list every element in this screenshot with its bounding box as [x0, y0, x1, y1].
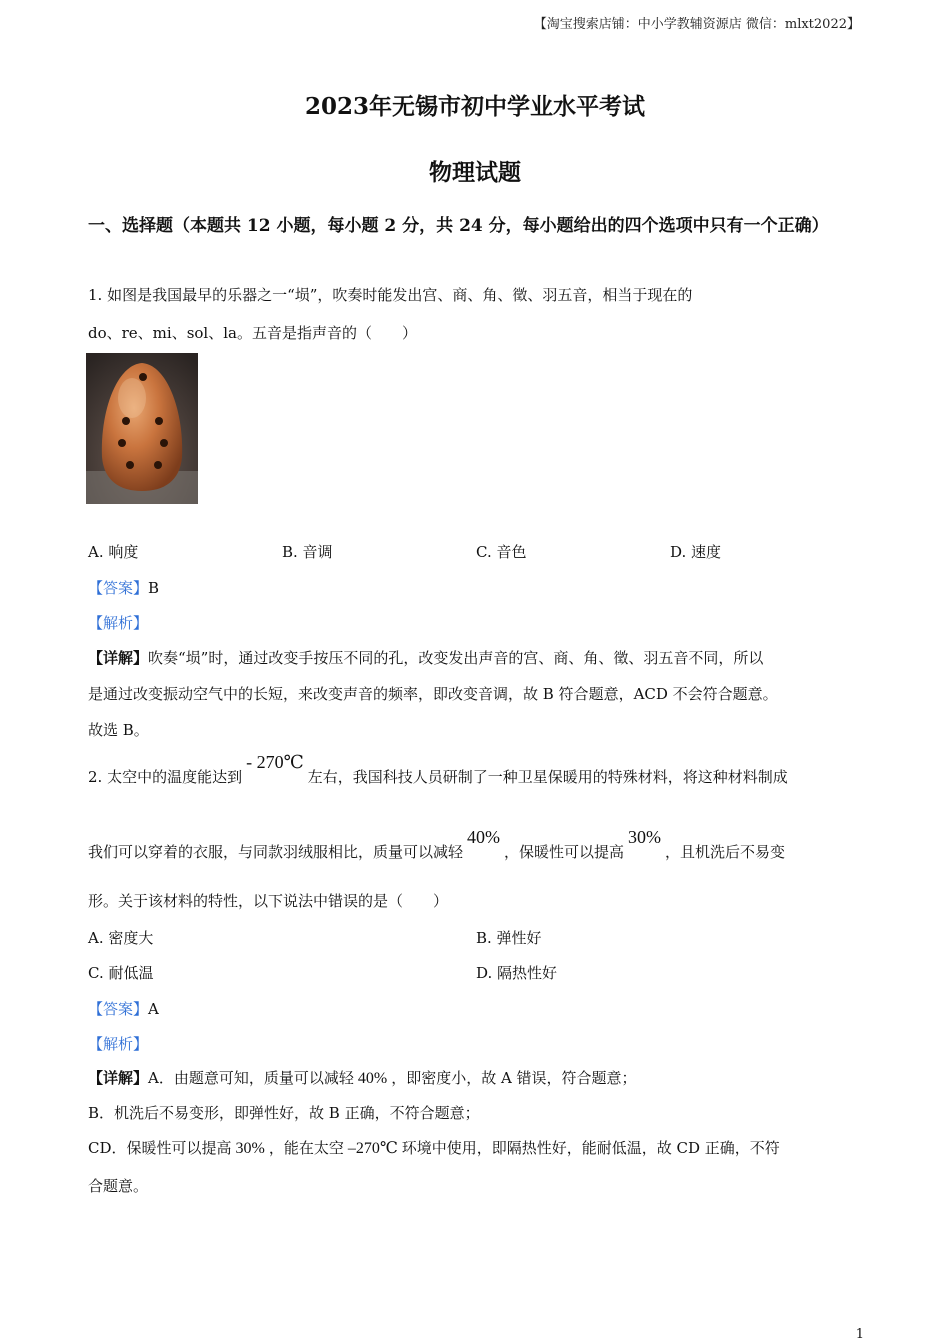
q2-option-d: D. 隔热性好	[476, 964, 558, 982]
percent-30: 30%	[235, 1140, 265, 1157]
q2-analysis-label: 【解析】	[88, 1035, 149, 1053]
document-subtitle: 物理试题	[429, 159, 521, 186]
q1-detail-line2: 是通过改变振动空气中的长短，来改变声音的频率，即改变音调，故 B 符合题意，ACD 不会符合题意。	[88, 685, 778, 703]
detail-text: ，能在太空	[268, 1139, 344, 1157]
q1-option-b: B. 音调	[282, 543, 333, 561]
q2-detail-line1	[88, 1067, 637, 1088]
detail-text: CD．保暖性可以提高	[88, 1139, 232, 1157]
temperature-value: –270℃	[347, 1140, 398, 1157]
answer-label: 【答案】	[88, 1000, 149, 1018]
document-title: 2023年无锡市初中学业水平考试	[304, 93, 645, 120]
q1-option-d: D. 速度	[670, 543, 722, 561]
answer-value: B	[148, 579, 160, 597]
q2-stem-line1	[88, 752, 788, 787]
q2-option-b: B. 弹性好	[476, 929, 542, 947]
q2-text: 我们可以穿着的衣服，与同款羽绒服相比，质量可以减轻	[88, 843, 464, 861]
detail-text: ，即密度小，故 A 错误，符合题意；	[391, 1069, 637, 1087]
q1-option-a: A. 响度	[88, 543, 139, 561]
page-number: 1	[855, 1327, 864, 1342]
temperature-value: - 270℃	[246, 752, 304, 772]
q2-detail-line4: 合题意。	[88, 1177, 149, 1195]
answer-label: 【答案】	[88, 579, 149, 597]
q1-detail-line1	[88, 647, 763, 668]
q2-text: ，保暖性可以提高	[504, 843, 625, 861]
q2-detail-line3	[88, 1137, 780, 1158]
detail-text: A．由题意可知，质量可以减轻	[148, 1069, 354, 1087]
q2-answer	[88, 998, 159, 1019]
percent-40: 40%	[467, 827, 501, 847]
section-heading: 一、选择题（本题共 12 小题，每小题 2 分，共 24 分，每小题给出的四个选项中只有一个正确）	[88, 216, 829, 236]
q2-text: 2. 太空中的温度能达到	[88, 768, 243, 786]
percent-40: 40%	[357, 1070, 388, 1087]
q2-stem-line3: 形。关于该材料的特性，以下说法中错误的是（ ）	[88, 892, 449, 910]
q2-text: 左右，我国科技人员研制了一种卫星保暖用的特殊材料，将这种材料制成	[307, 768, 788, 786]
q1-answer	[88, 577, 159, 598]
q1-stem-line2: do、re、mi、sol、la。五音是指声音的（ ）	[88, 324, 417, 342]
q1-stem-line1: 1. 如图是我国最早的乐器之一“埙”，吹奏时能发出宫、商、角、徵、羽五音，相当于现在的	[88, 286, 693, 304]
header-note: 【淘宝搜索店铺：中小学教辅资源店 微信：mlxt2022】	[533, 17, 860, 32]
xun-instrument-image	[86, 353, 198, 504]
q2-detail-line2: B．机洗后不易变形，即弹性好，故 B 正确，不符合题意；	[88, 1104, 480, 1122]
q2-option-a: A. 密度大	[88, 929, 154, 947]
detail-text: 吹奏“埙”时，通过改变手按压不同的孔，改变发出声音的宫、商、角、徵、羽五音不同，所以	[148, 649, 764, 667]
q2-text: ，且机洗后不易变	[665, 843, 786, 861]
q2-stem-line2	[88, 827, 786, 862]
q1-detail-line3: 故选 B。	[88, 721, 149, 739]
q2-option-c: C. 耐低温	[88, 964, 154, 982]
q1-analysis-label: 【解析】	[88, 614, 149, 632]
detail-text: 环境中使用，即隔热性好，能耐低温，故 CD 正确，不符	[401, 1139, 780, 1157]
percent-30: 30%	[628, 827, 662, 847]
detail-label: 【详解】	[88, 649, 149, 667]
answer-value: A	[148, 1000, 159, 1018]
detail-label: 【详解】	[88, 1069, 149, 1087]
q1-option-c: C. 音色	[476, 543, 527, 561]
